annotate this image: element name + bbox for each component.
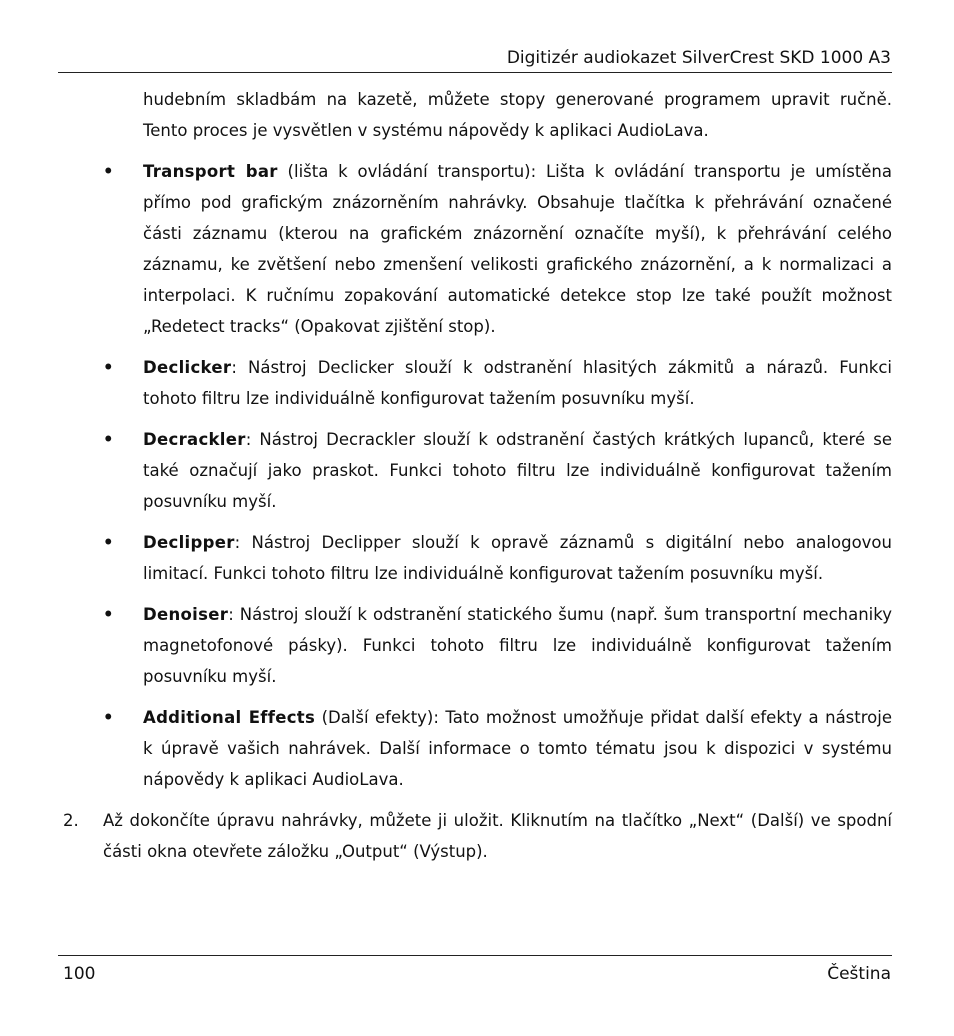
bullet-dot: • [103, 605, 114, 624]
bullet-text: (Další efekty): Tato možnost umožňuje přidat další efekty a nástroje k úpravě vašich nahrávek. Další informace o tomto tématu jsou k dispozici v systému nápovědy k aplikaci AudioLava. [143, 708, 893, 789]
bullet-dot: • [103, 533, 114, 552]
bullet-term: Decrackler [143, 430, 246, 449]
bullet-decrackler [63, 424, 892, 517]
bullet-term: Declipper [143, 533, 235, 552]
running-header-title: Digitizér audiokazet SilverCrest SKD 1000 A3 [506, 48, 891, 68]
bullet-text: : Nástroj Decrackler slouží k odstranění častých krátkých lupanců, které se také označují jako praskot. Funkci tohoto filtru lze individuálně konfigurovat tažením posuvníku myší. [143, 430, 892, 511]
bullet-dot: • [103, 358, 114, 377]
step-2 [63, 805, 892, 867]
bullet-denoiser [63, 599, 892, 692]
bullet-declipper [63, 527, 892, 589]
page-body [63, 84, 892, 867]
page-number: 100 [63, 964, 96, 984]
bullet-text: : Nástroj slouží k odstranění statického šumu (např. šum transportní mechaniky magnetofonové pásky). Funkci tohoto filtru lze individuálně konfigurovat tažením posuvníku myší. [143, 605, 892, 686]
intro-paragraph: hudebním skladbám na kazetě, můžete stopy generované programem upravit ručně. Tento proces je vysvětlen v systému nápovědy k aplikaci AudioLava. [143, 90, 892, 140]
bullet-term: Denoiser [143, 605, 229, 624]
bullet-dot: • [103, 162, 114, 181]
footer-rule [58, 955, 892, 956]
step-number: 2. [63, 811, 79, 830]
bullet-additional-effects [63, 702, 892, 795]
bullet-dot: • [103, 430, 114, 449]
header-rule [58, 72, 892, 73]
bullet-text: : Nástroj Declicker slouží k odstranění hlasitých zákmitů a nárazů. Funkci tohoto filtru lze individuálně konfigurovat tažením posuvníku myší. [143, 358, 892, 408]
bullet-term: Declicker [143, 358, 232, 377]
bullet-text: : Nástroj Declipper slouží k opravě záznamů s digitální nebo analogovou limitací. Funkci tohoto filtru lze individuálně konfigurovat tažením posuvníku myší. [143, 533, 892, 583]
bullet-transport-bar [63, 156, 892, 342]
bullet-term: Additional Effects [143, 708, 316, 727]
bullet-declicker [63, 352, 892, 414]
footer-language: Čeština [827, 964, 891, 984]
bullet-text: (lišta k ovládání transportu): Lišta k ovládání transportu je umístěna přímo pod grafickým znázorněním nahrávky. Obsahuje tlačítka k přehrávání označené části záznamu (kterou na grafickém znázornění označíte myší), k přehrávání celého záznamu, ke zvětšení nebo zmenšení velikosti grafického znázornění, a k normalizaci a interpolaci. K ručnímu zopakování automatické detekce stop lze také použít možnost „Redetect tracks“ (Opakovat zjištění stop). [143, 162, 893, 336]
bullet-term: Transport bar [143, 162, 278, 181]
step-text: Až dokončíte úpravu nahrávky, můžete ji uložit. Kliknutím na tlačítko „Next“ (Další) ve spodní části okna otevřete záložku „Output“ (Výstup). [103, 811, 892, 861]
bullet-dot: • [103, 708, 114, 727]
